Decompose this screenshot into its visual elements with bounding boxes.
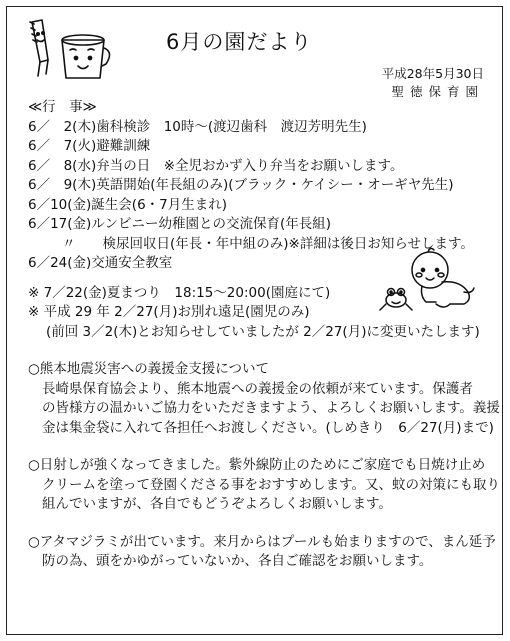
notes-list <box>28 284 488 343</box>
schedule-item: 6／ 9(木)英語開始(年長組のみ)(ブラック・ケイシー・オーギヤ先生) <box>28 177 454 193</box>
note-sub: (前回 3／2(木)とお知らせしていましたが 2／27(月)に変更いたします) <box>46 323 480 340</box>
toothbrush-cup-clipart-icon <box>22 14 114 86</box>
spacer <box>28 438 488 456</box>
schedule-item: 6／24(金)交通安全教室 <box>28 255 173 271</box>
newsletter-body <box>28 98 501 572</box>
paragraph-line: 金は集金袋に入れて各担任へお渡しください。(しめきり 6／27(月)まで) <box>42 419 494 436</box>
paragraph-line: 防の為、頭をかゆがっていないか、各自ご確認をお願いします。 <box>42 553 433 569</box>
organization-name: 聖徳保育園 <box>391 84 484 99</box>
paragraph-line: の皆様方の温かいご協力をいただきますよう、よろしくお願いします。義援 <box>42 400 500 416</box>
paragraph-headlice <box>28 533 496 572</box>
paragraph-line: ○熊本地震災害への義援金支援について <box>28 361 270 377</box>
paragraph-donation <box>28 360 500 438</box>
note-item: ※ 7／22(金)夏まつり 18:15～20:00(園庭にて) <box>28 284 331 301</box>
issue-date: 平成28年5月30日 <box>381 66 484 81</box>
paragraph-line: ○アタマジラミが出ています。来月からはプールも始まりますので、まん延予 <box>28 533 496 550</box>
schedule-item: 6／10(金)誕生会(6・7月生まれ) <box>28 196 228 213</box>
schedule-item: 6／ 2(木)歯科検診 10時～(渡辺歯科 渡辺芳明先生) <box>28 118 367 135</box>
schedule-item: 6／ 8(水)弁当の日 ※全児おかず入り弁当をお願いします。 <box>28 157 404 174</box>
spacer <box>28 515 488 533</box>
newsletter-title: 6月の園だより <box>166 30 313 54</box>
schedule-header: ≪行 事≫ <box>28 99 97 115</box>
spacer <box>28 274 488 284</box>
schedule-item: 6／17(金)ルンビニー幼稚園との交流保育(年長組) <box>28 216 331 232</box>
paragraph-line: ○日射しが強くなってきました。紫外線防止のためにご家庭でも日焼け止め <box>28 457 486 473</box>
paragraph-line: クリームを塗って登園くださる事をおすすめします。又、蚊の対策にも取り <box>42 476 501 493</box>
schedule-item: 6／ 7(火)避難訓練 <box>28 138 151 154</box>
schedule-item-continued: 〃 検尿回収日(年長・年中組のみ)※詳細は後日お知らせします。 <box>62 235 474 252</box>
note-item: ※ 平成 29 年 2／27(月)お別れ遠足(園児のみ) <box>28 304 310 320</box>
paragraph-line: 長崎県保育協会より、熊本地震への義援金の依頼が来ています。保護者 <box>42 380 473 397</box>
schedule-list <box>28 118 488 274</box>
spacer <box>28 342 488 360</box>
paragraph-sunlight <box>28 456 501 515</box>
paragraph-line: 組んでいますが、各自でもどうぞよろしくお願いします。 <box>42 496 392 512</box>
